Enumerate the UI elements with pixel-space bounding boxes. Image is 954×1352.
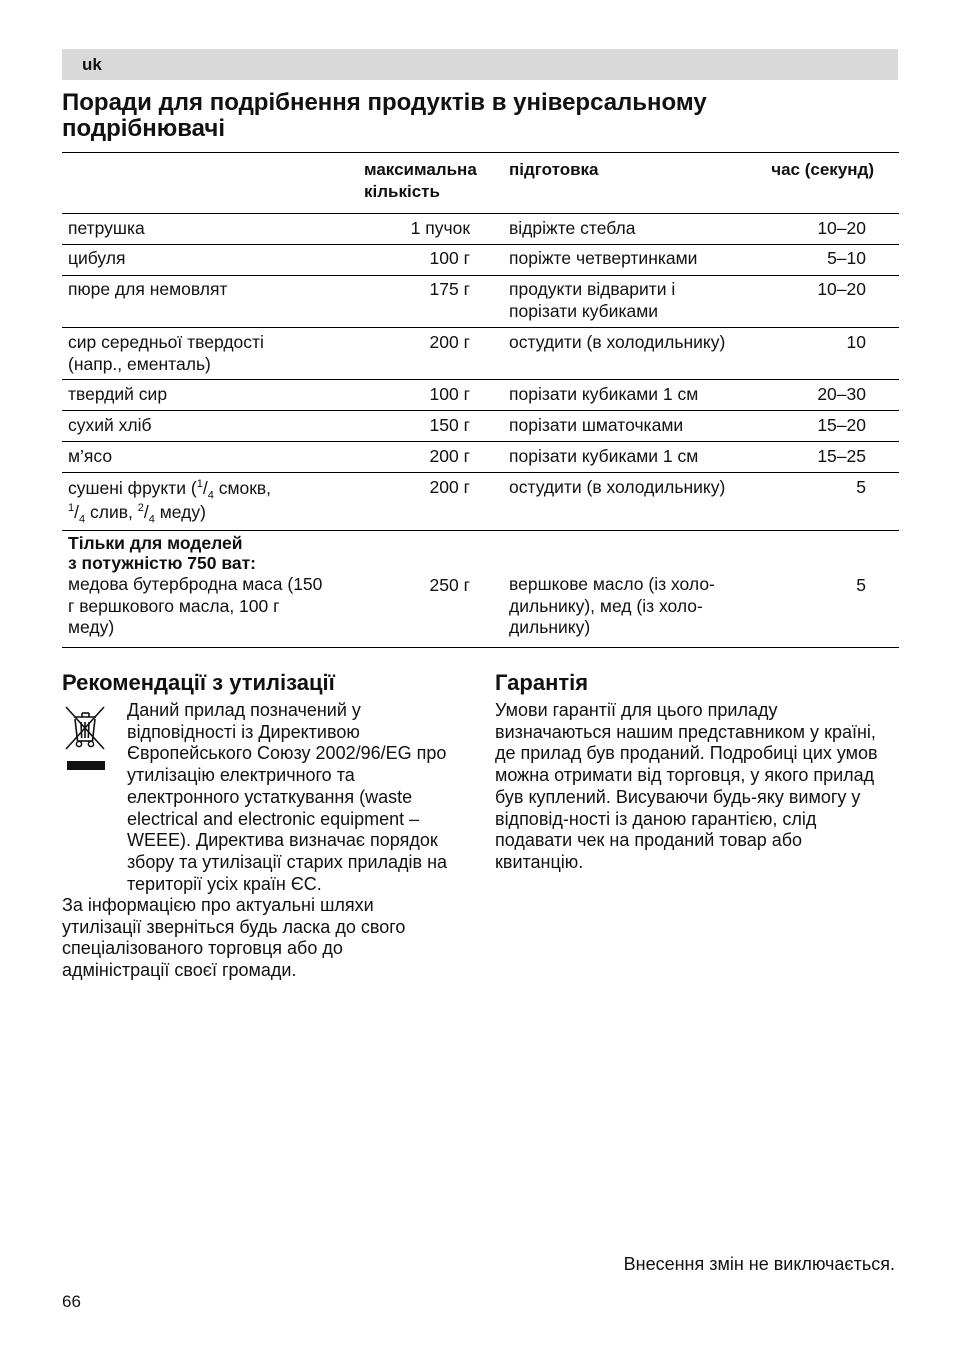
changes-note: Внесення змін не виключається. bbox=[623, 1254, 895, 1274]
row-name: твердий сир bbox=[68, 384, 168, 404]
table-row bbox=[62, 473, 899, 531]
table-row bbox=[62, 328, 899, 380]
table-row bbox=[62, 531, 899, 648]
row-qty: 1 пучок bbox=[410, 218, 470, 238]
row-prep: продукти відварити і порізати кубиками bbox=[509, 279, 676, 321]
row-name: пюре для немовлят bbox=[68, 279, 228, 299]
row-name: петрушка bbox=[68, 218, 145, 238]
row-time: 5–10 bbox=[827, 248, 866, 268]
row-qty: 200 г bbox=[429, 332, 470, 352]
row-name: сухий хліб bbox=[68, 415, 152, 435]
row-time: 20–30 bbox=[817, 384, 866, 404]
row-qty: 100 г bbox=[429, 384, 470, 404]
row-name: сир середньої твердості (напр., ементаль) bbox=[68, 332, 264, 374]
row-qty: 150 г bbox=[429, 415, 470, 435]
table-row bbox=[62, 411, 899, 442]
disposal-text-2: За інформацією про актуальні шляхи утилізації зверніться будь ласка до свого спеціалізованого торговця або до адміністрації своєї громади. bbox=[62, 895, 406, 981]
table-row bbox=[62, 214, 899, 245]
row-name: сушені фрукти ($^1/_4$ смокв, $^1/_4$ слив, $^2/_4$ меду) bbox=[68, 478, 272, 526]
language-bar bbox=[62, 49, 898, 80]
language-tag: uk bbox=[82, 55, 102, 74]
row-time: 10–20 bbox=[817, 218, 866, 238]
header-qty: максимальна кількість bbox=[364, 160, 477, 201]
warranty-heading: Гарантія bbox=[495, 670, 589, 695]
row-prep: поріжте четвертинками bbox=[509, 248, 698, 268]
row-time: 10–20 bbox=[817, 279, 866, 299]
table-header bbox=[62, 153, 899, 214]
table-row bbox=[62, 442, 899, 473]
row-time: 15–20 bbox=[817, 415, 866, 435]
page-title: Поради для подрібнення продуктів в універсальному подрібнювачі bbox=[62, 89, 707, 142]
row-name: медова бутербродна маса (150 г вершкового масла, 100 г меду) bbox=[68, 574, 323, 637]
disposal-text-1: Даний прилад позначений у відповідності із Директивою Європейського Союзу 2002/96/EG про утилізацію електричного та електронного устаткування (waste electrical and electronic equipment – WEEE). Директива визначає порядок збору та утилізації старих приладів на території усіх країн ЄС. bbox=[127, 700, 448, 894]
row-time: 5 bbox=[856, 477, 866, 497]
weee-bar bbox=[67, 761, 105, 770]
row-time: 15–25 bbox=[817, 446, 866, 466]
row-prep: порізати кубиками 1 см bbox=[509, 384, 699, 404]
row-time: 5 bbox=[856, 575, 866, 595]
row-name: цибуля bbox=[68, 248, 126, 268]
header-prep: підготовка bbox=[509, 160, 599, 179]
table-row bbox=[62, 276, 899, 328]
disposal-heading: Рекомендації з утилізації bbox=[62, 670, 335, 695]
row-prep: порізати кубиками 1 см bbox=[509, 446, 699, 466]
row-time: 10 bbox=[846, 332, 866, 352]
row-prep: остудити (в холодильнику) bbox=[509, 477, 726, 497]
row-name: м’ясо bbox=[68, 446, 113, 466]
warranty-text: Умови гарантії для цього приладу визначаються нашим представником у країні, де прилад був проданий. Подробиці цих умов можна отримати від торговця, у якого прилад був куплений. Висуваючи будь-яку вимогу у відповід-ності із даною гарантією, слід подавати чек на проданий товар або квитанцію. bbox=[495, 700, 878, 872]
row-prep: вершкове масло (із холо-дильнику), мед (із холо-дильнику) bbox=[509, 574, 715, 637]
model-note: Тільки для моделей з потужністю 750 ват: bbox=[68, 533, 257, 573]
row-qty: 175 г bbox=[429, 279, 470, 299]
row-prep: відріжте стебла bbox=[509, 218, 636, 238]
row-prep: остудити (в холодильнику) bbox=[509, 332, 726, 352]
row-prep: порізати шматочками bbox=[509, 415, 684, 435]
row-qty: 200 г bbox=[429, 477, 470, 497]
table-row bbox=[62, 245, 899, 276]
row-qty: 200 г bbox=[429, 446, 470, 466]
header-time: час (секунд) bbox=[771, 160, 874, 179]
row-qty: 250 г bbox=[429, 575, 470, 595]
table-row bbox=[62, 380, 899, 411]
page-number: 66 bbox=[62, 1292, 81, 1311]
row-qty: 100 г bbox=[429, 248, 470, 268]
chopping-table bbox=[62, 152, 899, 648]
